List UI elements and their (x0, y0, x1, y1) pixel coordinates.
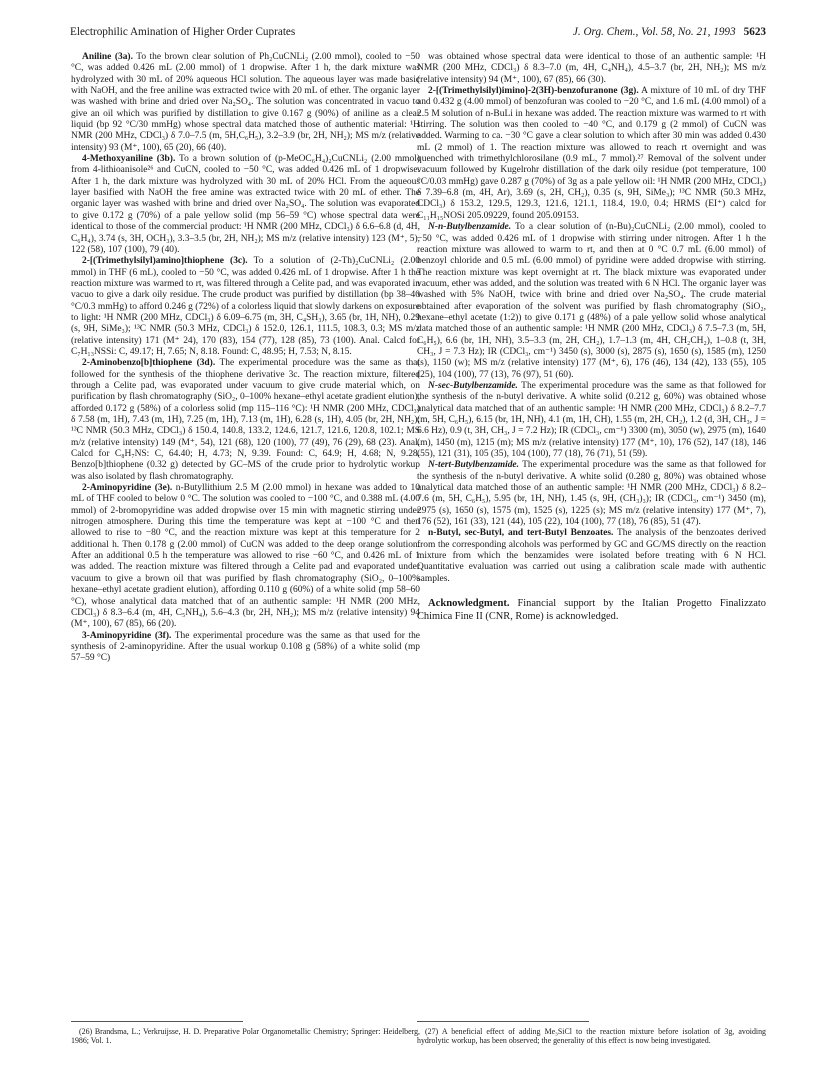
left-column-paragraph (71, 256, 420, 358)
right-column-paragraph (417, 460, 766, 528)
right-column-paragraph (417, 381, 766, 460)
paragraph-body: The experimental procedure was the same as that followed for the synthesis of the n-butyl derivative. A white solid (0.212 g, 60%) was obtained whose analytical data matched that of an authentic sample: ¹H NMR (200 MHz, CDCl₃) δ 8.2–7.7 (m, 5H, C₆H₅), 6.15 (br, 1H, NH), 4.1 (m, 1H, CH), 1.55 (m, 2H, CH₂), 1.2 (d, 3H, CH₃, J = 6.6 Hz), 0.9 (t, 3H, CH₃, J = 7.2 Hz); IR (CDCl₃, cm⁻¹) 3300 (m), 3050 (w), 2975 (m), 1640 (m), 1450 (m), 1215 (m); MS m/z (relative intensity) 177 (M⁺, 10), 176 (52), 147 (18), 146 (55), 121 (31), 105 (35), 104 (100), 77 (18), 76 (71), 51 (59). (417, 380, 766, 460)
paragraph-body: The experimental procedure was the same as that used for the synthesis of 2-aminopyridine. After the usual workup 0.108 g (58%) of a white solid (mp 57–59 °C) (71, 630, 420, 664)
right-column-paragraph (417, 222, 766, 381)
acknowledgment (417, 597, 766, 623)
journal-reference: J. Org. Chem., Vol. 58, No. 21, 1993 (572, 26, 736, 38)
paragraph-body: was obtained whose spectral data were identical to those of an authentic sample: ¹H NMR (200 MHz, CDCl₃) δ 8.3–7.0 (m, 4H, C₄NH₄), 4.5–3.7 (br, 2H, NH₂); MS m/z (relative intensity) 94 (M⁺, 100), 67 (85), 66 (30). (417, 52, 766, 85)
right-column-paragraph (417, 52, 766, 86)
left-column-paragraph (71, 154, 420, 256)
paragraph-body: To a brown solution of (p-MeOC₆H₄)₂CuCNLi₂ (2.00 mmol) from 4-lithioanisole²⁶ and CuCN, cooled to −50 °C, was added 0.426 mL of 1 dropwise. After 1 h, the dark mixture was hydrolyzed with 30 mL of 20% HCl. From the aqueous layer basified with NaOH the free amine was extracted twice with 20 mL of ether. The organic layer was washed with brine and dried over Na₂SO₄. The solution was evaporated to give 0.172 g (70%) of a pale yellow solid (mp 56–59 °C) whose spectral data were identical to those of the commercial product: ¹H NMR (200 MHz, CDCl₃) δ 6.6–6.8 (d, 4H, C₆H₄), 3.74 (s, 3H, OCH₃), 3.3–3.5 (br, 2H, NH₂); MS m/z (relative intensity) 123 (M⁺, 5), 122 (58), 107 (100), 79 (40). (71, 154, 420, 255)
footnote-right (417, 1027, 766, 1046)
paragraph-body: To a clear solution of (n-Bu)₂CuCNLi₂ (2.00 mmol), cooled to −50 °C, was added 0.426 mL of 1 dropwise with stirring under nitrogen. After 1 h the reaction mixture was allowed to warm to rt, and then at 0 °C 0.7 mL (6.00 mmol) of benzoyl chloride and 0.5 mL (6.00 mmol) of pyridine were added dropwise with stirring. The reaction mixture was kept overnight at rt. The black mixture was evaporated under vacuum, ether was added, and the solution was treated with 6 N HCl. The organic layer was washed with 5% NaOH, twice with brine and dried over Na₂SO₄. The crude material obtained after evaporation of the solvent was purified by flash chromatography (SiO₂, hexane–ethyl acetate (1:2)) to give 0.171 g (48%) of a pale yellow solid whose analytical data matched those of an authentic sample: ¹H NMR (200 MHz, CDCl₃) δ 7.5–7.3 (m, 5H, C₆H₅), 6.6 (br, 1H, NH), 3.5–3.3 (m, 2H, CH₂), 1.7–1.3 (m, 4H, CH₂CH₂), 1–0.8 (t, 3H, CH₃, J = 7.3 Hz); IR (CDCl₃, cm⁻¹) 3450 (s), 3000 (s), 2875 (s), 1650 (s), 1585 (m), 1250 (s), 1150 (w); MS m/z (relative intensity) 177 (M⁺, 6), 176 (46), 134 (42), 133 (55), 105 (25), 104 (100), 77 (13), 76 (97), 51 (60). (417, 222, 766, 380)
page-number: 5623 (743, 26, 766, 38)
footnote-divider-left (71, 1021, 243, 1022)
paragraph-body: The experimental procedure was the same as that followed for the synthesis of the n-butyl derivative. A white solid (0.280 g, 80%) was obtained whose analytical data matched those of an authentic sample: ¹H NMR (200 MHz, CDCl₃) δ 8.2–7.6 (m, 5H, C₆H₅), 5.95 (br, 1H, NH), 1.45 (s, 9H, (CH₃)₃); IR (CDCl₃, cm⁻¹) 3450 (m), 2975 (s), 1650 (s), 1575 (m), 1525 (s), 1225 (s); MS m/z (relative intensity) 177 (M⁺, 7), 176 (52), 161 (33), 121 (44), 105 (22), 104 (100), 77 (18), 76 (85), 51 (47). (417, 460, 766, 528)
footnote-26: (26) Brandsma, L.; Verkruijsse, H. D. Preparative Polar Organometallic Chemistry; Springer: Heidelberg, 1986; Vol. 1. (71, 1027, 420, 1046)
left-column-paragraph (71, 358, 420, 483)
paragraph-heading: N-sec-Butylbenzamide. (428, 380, 518, 391)
footnote-27: (27) A beneficial effect of adding Me₃SiCl to the reaction mixture before isolation of 3g, avoiding hydrolytic workup, has been observed; the generality of this effect is now being investigated. (417, 1027, 766, 1046)
right-column-paragraph (417, 528, 766, 585)
paragraph-body: n-Butyllithium 2.5 M (2.00 mmol) in hexane was added to 10 mL of THF cooled to below 0 °C. The solution was cooled to −100 °C, and 0.388 mL (4.00 mmol) of 2-bromopyridine was added dropwise over 15 min with magnetic stirring under nitrogen atmosphere. During this time the temperature was kept at −100 °C and then allowed to rise to −80 °C, and the reaction mixture was kept at this temperature for 2 additional h. Then 0.178 g (2.00 mmol) of CuCN was added to the deep orange solution. After an additional 0.5 h the temperature was allowed to rise −60 °C, and 0.426 mL of 1 was added. The reaction mixture was filtered through a Celite pad and evaporated under vacuum to give a brown oil that was purified by flash chromatography (SiO₂, 0–100% hexane–ethyl acetate gradient elution), affording 0.110 g (60%) of a white solid (mp 58–60 °C), whose analytical data matched that of an authentic sample: ¹H NMR (200 MHz, CDCl₃) δ 8.3–6.4 (m, 4H, C₅NH₄), 5.6–4.3 (br, 2H, NH₂); MS m/z (relative intensity) 94 (M⁺, 100), 67 (85), 66 (20). (71, 483, 420, 630)
left-column-paragraph (71, 483, 420, 630)
left-column-paragraph (71, 52, 420, 154)
right-text-column (417, 52, 766, 623)
footnote-divider-right (417, 1021, 589, 1022)
footnote-left (71, 1027, 420, 1046)
running-title: Electrophilic Amination of Higher Order Cuprates (70, 26, 296, 38)
paragraph-heading: 3-Aminopyridine (3f). (82, 630, 172, 641)
running-header (70, 26, 766, 42)
paragraph-heading: 4-Methoxyaniline (3b). (82, 154, 176, 165)
acknowledgment-body: Financial support by the Italian Progetto Finalizzato Chimica Fine II (CNR, Rome) is acknowledged. (417, 598, 766, 623)
paragraph-body: The experimental procedure was the same as that followed for the synthesis of the thiophene derivative 3c. The reaction mixture, filtered through a Celite pad, was evaporated under vacuum to give crude material which, on purification by flash chromatography (SiO₂, 0–100% hexane–ethyl acetate gradient elution), afforded 0.172 g (58%) of a colorless solid (mp 115–116 °C): ¹H NMR (200 MHz, CDCl₃) δ 7.58 (m, 1H), 7.43 (m, 1H), 7.25 (m, 1H), 7.13 (m, 1H), 6.28 (s, 1H), 4.05 (br, 2H, NH₂); ¹³C NMR (50.3 MHz, CDCl₃) δ 150.4, 140.8, 133.2, 124.6, 121.7, 121.6, 120.8, 102.1; MS m/z (relative intensity) 149 (M⁺, 54), 121 (68), 120 (100), 77 (49), 76 (29), 68 (23). Anal. Calcd for C₈H₇NS: C, 64.40; H, 4.73; N, 9.39. Found: C, 64.9; H, 4.68; N, 9.28. Benzo[b]thiophene (0.32 g) detected by GC–MS of the crude prior to hydrolytic workup was also isolated by flash chromatography. (71, 358, 420, 482)
right-column-paragraph (417, 86, 766, 222)
paragraph-heading: N-tert-Butylbenzamide. (428, 460, 519, 471)
paragraph-heading: N-n-Butylbenzamide. (428, 222, 512, 233)
left-column-paragraph (71, 631, 420, 665)
journal-citation (573, 26, 766, 38)
paragraph-body: A mixture of 10 mL of dry THF and 0.432 g (4.00 mmol) of benzofuran was cooled to −20 °C, and 1.6 mL (4.00 mmol) of a 2.5 M solution of n-BuLi in hexane was added. The reaction mixture was warmed to rt with stirring. The solution was then cooled to −40 °C, and 0.179 g (2 mmol) of CuCN was added. Warming to ca. −30 °C gave a clear solution to which after 30 min was added 0.430 mL (2 mmol) of 1. The reaction mixture was allowed to reach rt overnight and was quenched with trimethylchlorosilane (0.9 mL, 7 mmol).²⁷ Removal of the solvent under vacuum followed by Kugelrohr distillation of the dark oily residue (pot temperature, 100 °C/0.03 mmHg) gave 0.287 g (70%) of 3g as a pale yellow oil: ¹H NMR (200 MHz, CDCl₃) δ 7.39–6.8 (m, 4H, Ar), 3.69 (s, 2H, CH₂), 0.35 (s, 9H, SiMe₃); ¹³C NMR (50.3 MHz, CDCl₃) δ 153.2, 129.5, 129.3, 121.6, 121.1, 118.4, 19.0, 0.4; HRMS (EI⁺) calcd for C₁₁H₁₅NOSi 205.09229, found 205.09153. (417, 86, 766, 221)
paragraph-heading: 2-Aminopyridine (3e). (82, 483, 173, 494)
paragraph-heading: 2-Aminobenzo[b]thiophene (3d). (82, 358, 216, 369)
paragraph-heading: n-Butyl, sec-Butyl, and tert-Butyl Benzoates. (428, 528, 614, 539)
acknowledgment-heading: Acknowledgment. (428, 598, 510, 610)
paragraph-heading: Aniline (3a). (82, 52, 133, 62)
paragraph-heading: 2-[(Trimethylsilyl)amino]thiophene (3c). (82, 256, 248, 267)
paragraph-body: To a solution of (2-Th)₂CuCNLi₂ (2.00 mmol) in THF (6 mL), cooled to −50 °C, was added 0.426 mL of 1 dropwise. After 1 h the reaction mixture was warmed to rt, was filtered through a Celite pad, and was evaporated in vacuo to give a dark oily residue. The crude product was purified by distillation (bp 38–40 °C/0.3 mmHg) to afford 0.246 g (72%) of a colorless liquid that slowly darkens on exposure to light: ¹H NMR (200 MHz, CDCl₃) δ 6.09–6.75 (m, 3H, C₄SH₃), 3.65 (br, 1H, NH), 0.29 (s, 9H, SiMe₃); ¹³C NMR (50.3 MHz, CDCl₃) δ 152.0, 126.1, 111.5, 108.3, 0.3; MS m/z (relative intensity) 171 (M⁺ 24), 170 (83), 154 (77), 128 (85), 73 (100). Anal. Calcd for C₇H₁₃NSSi: C, 49.17; H, 7.65; N, 8.18. Found: C, 48.95; H, 7.53; N, 8.15. (71, 256, 420, 357)
paragraph-heading: 2-[(Trimethylsilyl)imino]-2(3H)-benzofuranone (3g). (428, 86, 639, 97)
left-text-column (71, 52, 420, 665)
paragraph-body: The analysis of the benzoates derived from the corresponding alcohols was performed by GC and GC/MS directly on the reaction mixture from which the benzamides were isolated before treating with 6 N HCl. Quantitative evaluation was carried out using a calibration scale made with authentic samples. (417, 528, 766, 584)
paragraph-body: To the brown clear solution of Ph₂CuCNLi₂ (2.00 mmol), cooled to −50 °C, was added 0.426 mL (2.00 mmol) of 1 dropwise. After 1 h, the dark mixture was hydrolyzed with 30 mL of 20% aqueous HCl solution. The aqueous layer was made basic with NaOH, and the free aniline was extracted twice with 20 mL of ether. The organic layer was washed with brine and dried over Na₂SO₄. The solution was concentrated in vacuo to give an oil which was purified by distillation to give 0.167 g (90%) of aniline as a clear liquid (bp 92 °C/30 mmHg) whose spectral data matched those of authentic material: ¹H NMR (200 MHz, CDCl₃) δ 7.0–7.5 (m, 5H,C₆H₅), 3.2–3.9 (br, 2H, NH₂); MS m/z (relative intensity) 93 (M⁺, 100), 65 (20), 66 (40). (71, 52, 421, 153)
